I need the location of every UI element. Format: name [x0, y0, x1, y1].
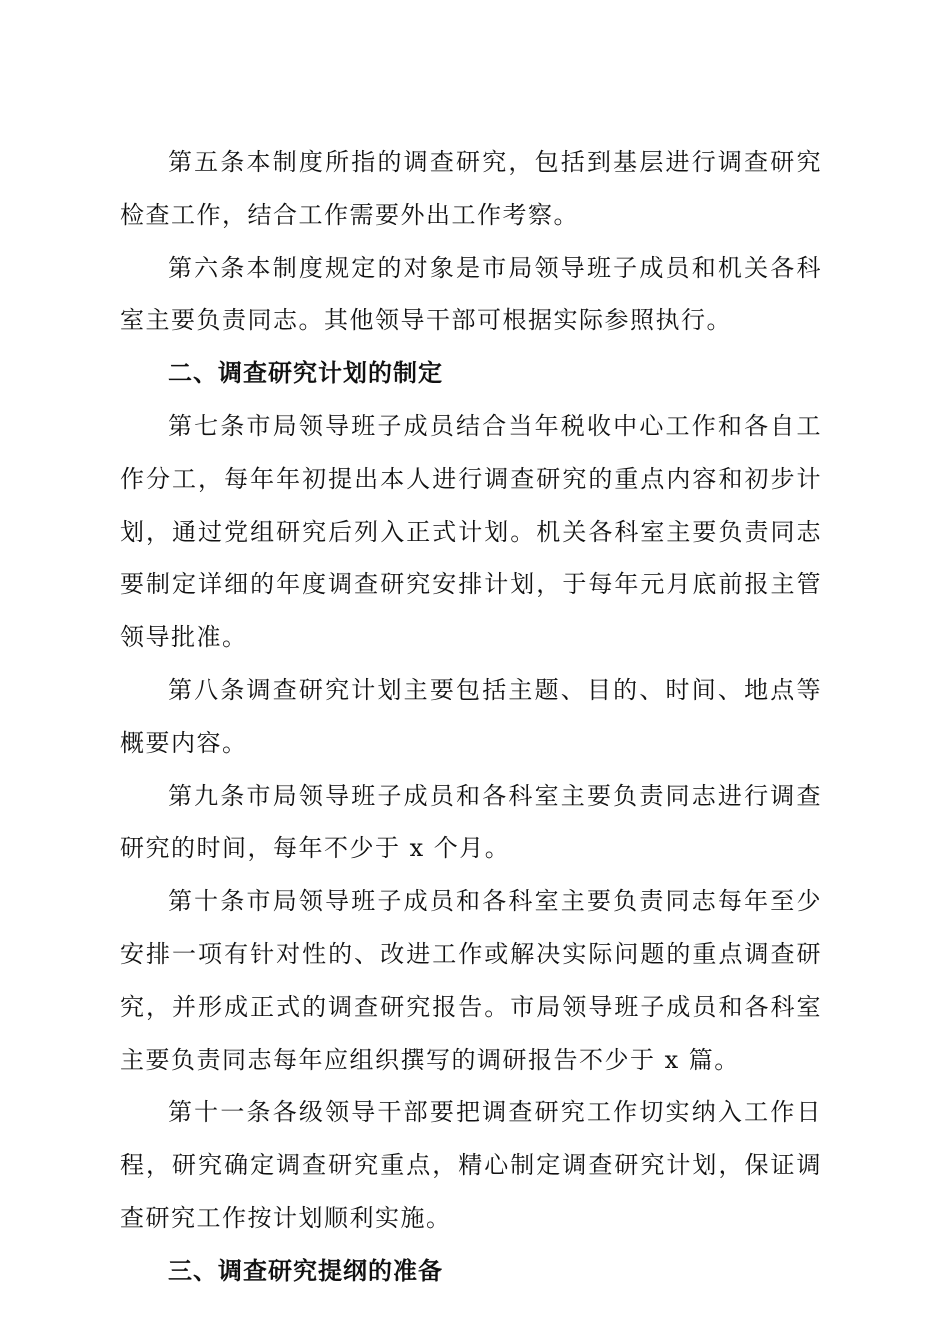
- document-body: [120, 136, 822, 1298]
- section-2-heading: 二、调查研究计划的制定: [168, 359, 443, 388]
- article-10-paragraph: 第十条市局领导班子成员和各科室主要负责同志每年至少安排一项有针对性的、改进工作或解决实际问题的重点调查研究，并形成正式的调查研究报告。市局领导班子成员和各科室主要负责同志每年应组织撰写的调研报告不少于 x 篇。: [120, 887, 822, 1074]
- article-9-paragraph: 第九条市局领导班子成员和各科室主要负责同志进行调查研究的时间，每年不少于 x 个月。: [120, 781, 822, 863]
- article-5-paragraph: 第五条本制度所指的调查研究，包括到基层进行调查研究检查工作，结合工作需要外出工作考察。: [120, 148, 822, 229]
- article-11-paragraph: 第十一条各级领导干部要把调查研究工作切实纳入工作日程，研究确定调查研究重点，精心制定调查研究计划，保证调查研究工作按计划顺利实施。: [120, 1098, 822, 1232]
- article-8-paragraph: 第八条调查研究计划主要包括主题、目的、时间、地点等概要内容。: [120, 675, 822, 757]
- article-7-paragraph: 第七条市局领导班子成员结合当年税收中心工作和各自工作分工，每年年初提出本人进行调查研究的重点内容和初步计划，通过党组研究后列入正式计划。机关各科室主要负责同志要制定详细的年度调查研究安排计划，于每年元月底前报主管领导批准。: [120, 411, 822, 652]
- section-3-heading: 三、调查研究提纲的准备: [168, 1256, 443, 1285]
- article-6-paragraph: 第六条本制度规定的对象是市局领导班子成员和机关各科室主要负责同志。其他领导干部可根据实际参照执行。: [120, 253, 822, 335]
